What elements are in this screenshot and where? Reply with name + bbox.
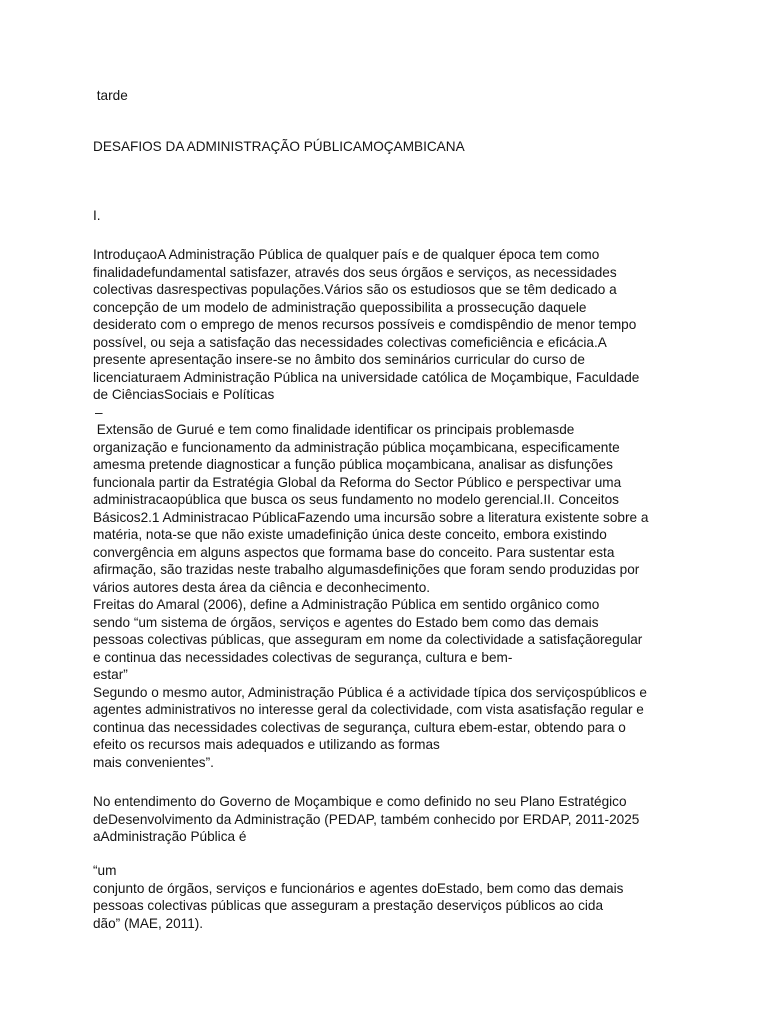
document-title: DESAFIOS DA ADMINISTRAÇÃO PÚBLICAMOÇAMBICANA (93, 139, 465, 154)
text-line: afirmação, são trazidas neste trabalho algumasdefinições que foram sendo produzidas por (93, 562, 640, 577)
text-line: Básicos2.1 Administracao PúblicaFazendo uma incursão sobre a literatura existente sobre a (93, 509, 649, 525)
text-line: funcionala partir da Estratégia Global da Reforma do Sector Público e perspectivar uma (93, 474, 622, 490)
section-number: I. (93, 208, 101, 223)
text-line: desiderato com o emprego de menos recursos possíveis e comdispêndio de menor tempo (93, 317, 637, 332)
text-line: amesma pretende diagnosticar a função pública moçambicana, analisar as disfunções (93, 457, 613, 472)
text-line: de CiênciasSociais e Políticas (93, 387, 275, 402)
text-line: Segundo o mesmo autor, Administração Pública é a actividade típica dos serviçospúblicos e (93, 684, 647, 700)
text-line: mais convenientes”. (93, 754, 214, 770)
text-line: administracaopública que busca os seus fundamento no modelo gerencial.II. Conceitos (93, 492, 619, 507)
text-line: vários autores desta área da ciência e deconhecimento. (93, 579, 431, 595)
dash-line: – (95, 404, 103, 420)
text-line: sendo “um sistema de órgãos, serviços e agentes do Estado bem como das demais (93, 614, 599, 630)
text-line: licenciaturaem Administração Pública na universidade católica de Moçambique, Faculdade (93, 369, 640, 385)
quote-open: “um (93, 863, 117, 878)
text-line: conjunto de órgãos, serviços e funcionários e agentes doEstado, bem como das demais (93, 880, 624, 896)
text-line: possível, ou seja a satisfação das necessidades colectivas comeficiência e eficácia.A (93, 334, 607, 350)
text-line: colectivas dasrespectivas populações.Vários são os estudiosos que se têm dedicado a (93, 282, 617, 297)
text-line: No entendimento do Governo de Moçambique e como definido no seu Plano Estratégico (93, 794, 627, 809)
text-line: e continua das necessidades colectivas de segurança, cultura e bem- (93, 649, 513, 665)
text-line: efeito os recursos mais adequados e utilizando as formas (93, 737, 440, 752)
text-line: pessoas colectivas públicas que asseguram a prestação deserviços públicos ao cida (93, 898, 604, 913)
text-line: matéria, nota-se que não existe umadefinição única deste conceito, embora existindo (93, 527, 607, 542)
text-line: pessoas colectivas públicas, que asseguram em nome da colectividade a satisfaçãoregular (93, 632, 643, 647)
text-line: aAdministração Pública é (93, 829, 247, 844)
text-line: Freitas do Amaral (2006), define a Administração Pública em sentido orgânico como (93, 597, 600, 612)
text-line: estar” (93, 667, 128, 682)
text-line: IntroduçaoA Administração Pública de qualquer país e de qualquer época tem como (93, 247, 600, 262)
text-line: Extensão de Gurué e tem como finalidade identificar os principais problemasde (93, 422, 575, 437)
header-word: tarde (93, 88, 128, 103)
text-line: organização e funcionamento da administração pública moçambicana, especificamente (93, 439, 620, 455)
text-line: convergência em alguns aspectos que formama base do conceito. Para sustentar esta (93, 544, 615, 560)
text-line: continua das necessidades colectivas de segurança, cultura ebem-estar, obtendo para o (93, 719, 626, 735)
text-line: agentes administrativos no interesse geral da colectividade, com vista asatisfação regular e (93, 702, 644, 717)
text-line: concepção de um modelo de administração quepossibilita a prossecução daquele (93, 299, 587, 315)
text-line: dão” (MAE, 2011). (93, 915, 204, 931)
text-line: deDesenvolvimento da Administração (PEDAP, também conhecido por ERDAP, 2011-2025 (93, 811, 640, 827)
text-line: presente apresentação insere-se no âmbito dos seminários curricular do curso de (93, 352, 585, 367)
text-line: finalidadefundamental satisfazer, através dos seus órgãos e serviços, as necessidades (93, 264, 617, 280)
